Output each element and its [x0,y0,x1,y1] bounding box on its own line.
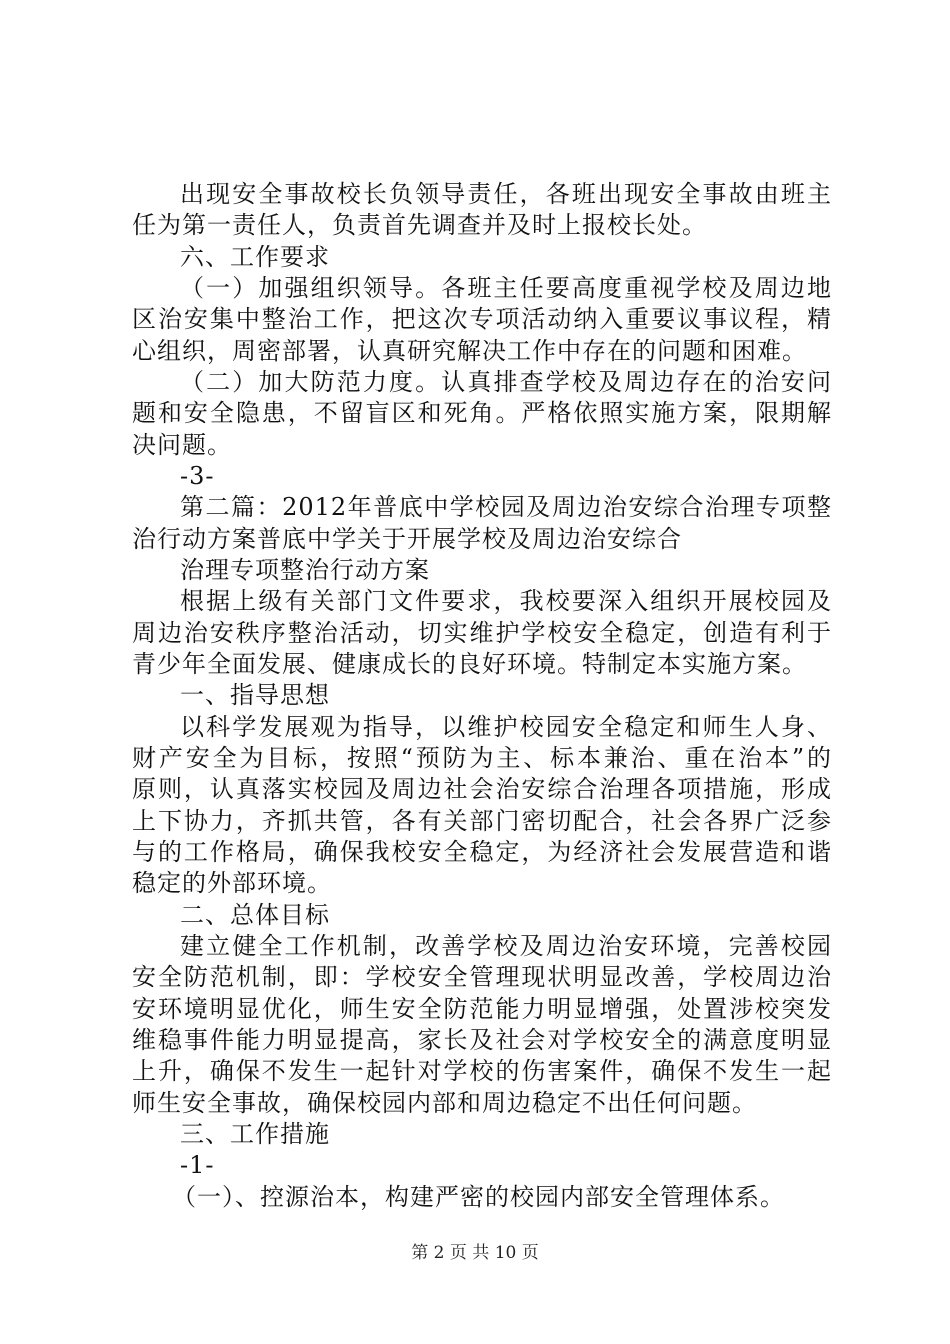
text-line: （一）、控源治本，构建严密的校园内部安全管理体系。 [172,1183,785,1211]
text-line: 原则，认真落实校园及周边社会治安综合治理各项措施，形成 [132,775,832,803]
section-heading: 一、指导思想 [180,681,330,709]
section-heading: 二、总体目标 [180,901,330,929]
text-line: 建立健全工作机制，改善学校及周边治安环境，完善校园 [180,932,832,960]
section-title: 第二篇：2012年普底中学校园及周边治安综合治理专项整 [180,493,832,521]
text-line: 出现安全事故校长负领导责任，各班出现安全事故由班主 [180,180,832,208]
text-line: 周边治安秩序整治活动，切实维护学校安全稳定，创造有利于 [132,619,832,647]
page-marker: -3- [180,462,215,490]
text-line: 维稳事件能力明显提高，家长及社会对学校安全的满意度明显 [132,1026,832,1054]
text-line: 财产安全为目标，按照“预防为主、标本兼治、重在治本”的 [132,744,832,772]
text-line: 区治安集中整治工作，把这次专项活动纳入重要议事议程，精 [132,305,832,333]
page-footer: 第 2 页 共 10 页 [411,1243,539,1263]
text-line: （一）加强组织领导。各班主任要高度重视学校及周边地 [180,274,832,302]
text-line: 决问题。 [132,431,232,459]
section-title: 治理专项整治行动方案 [180,556,430,584]
text-line: 题和安全隐患，不留盲区和死角。严格依照实施方案，限期解 [132,399,832,427]
text-line: 上升，确保不发生一起针对学校的伤害案件，确保不发生一起 [132,1057,832,1085]
text-line: 安环境明显优化，师生安全防范能力明显增强，处置涉校突发 [132,995,832,1023]
text-line: 根据上级有关部门文件要求，我校要深入组织开展校园及 [180,587,832,615]
text-line: 上下协力，齐抓共管，各有关部门密切配合，社会各界广泛参 [132,807,832,835]
text-line: 任为第一责任人，负责首先调查并及时上报校长处。 [132,211,707,239]
text-line: 稳定的外部环境。 [132,869,332,897]
text-line: 以科学发展观为指导，以维护校园安全稳定和师生人身、 [180,713,832,741]
page-marker: -1- [180,1151,215,1179]
text-line: 师生安全事故，确保校园内部和周边稳定不出任何问题。 [132,1089,757,1117]
text-line: （二）加大防范力度。认真排查学校及周边存在的治安问 [180,368,832,396]
section-heading: 三、工作措施 [180,1120,330,1148]
text-line: 安全防范机制，即：学校安全管理现状明显改善，学校周边治 [132,963,832,991]
text-line: 与的工作格局，确保我校安全稳定，为经济社会发展营造和谐 [132,838,832,866]
text-line: 青少年全面发展、健康成长的良好环境。特制定本实施方案。 [132,650,807,678]
text-line: 心组织，周密部署，认真研究解决工作中存在的问题和困难。 [132,337,807,365]
section-heading: 六、工作要求 [180,243,330,271]
section-title: 治行动方案普底中学关于开展学校及周边治安综合 [132,525,682,553]
